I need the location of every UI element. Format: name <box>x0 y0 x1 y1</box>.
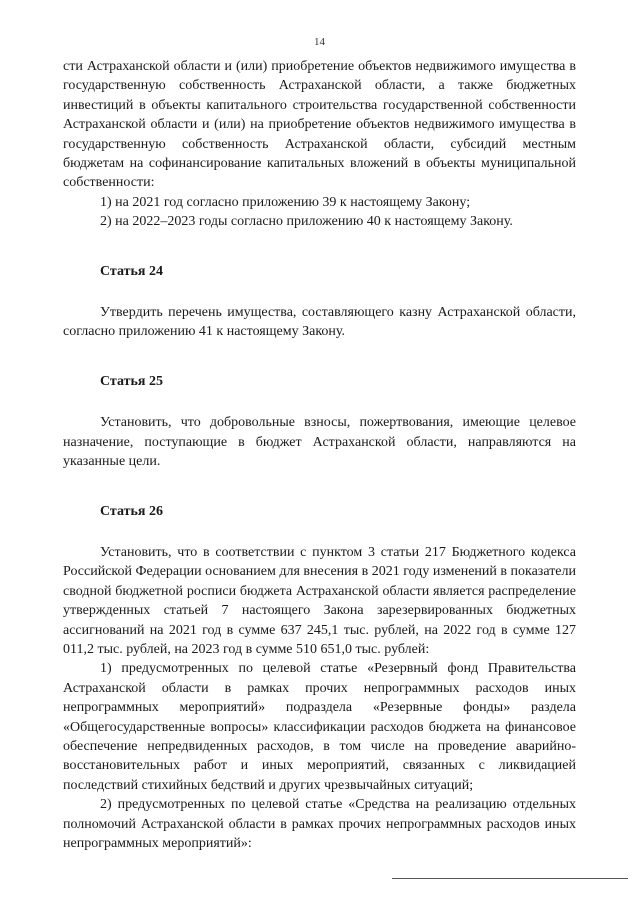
article-24-text: Утвердить перечень имущества, составляющего казну Астраханской области, согласно приложению 41 к настоящему Закону. <box>63 305 576 340</box>
document-body <box>63 57 576 853</box>
intro-item-1: 1) на 2021 год согласно приложению 39 к настоящему Закону; <box>100 194 471 210</box>
article-26-title: Статья 26 <box>100 503 163 519</box>
article-26-text: Установить, что в соответствии с пунктом 3 статьи 217 Бюджетного кодекса Российской Федерации основанием для внесения в 2021 году изменений в показатели сводной бюджетной росписи бюджета Астраханской области является распределение утвержденных статьей 7 настоящего Закона зарезервированных бюджетных ассигнований на 2021 год в сумме 637 245,1 тыс. рублей, на 2022 год в сумме 127 011,2 тыс. рублей, на 2023 год в сумме 510 651,0 тыс. рублей: <box>63 544 577 657</box>
intro-paragraph: сти Астраханской области и (или) приобретение объектов недвижимого имущества в государственную собственность Астраханской области, а также бюджетных инвестиций в объекты капитального строительства государственной собственности Астраханской области и (или) на приобретение объектов недвижимого имущества в государственную собственность Астраханской области, субсидий местным бюджетам на софинансирование капитальных вложений в объекты муниципальной собственности: <box>63 59 576 191</box>
article-24-title: Статья 24 <box>100 263 163 279</box>
page-number: 14 <box>314 36 325 48</box>
article-26-item-2: 2) предусмотренных по целевой статье «Средства на реализацию отдельных полномочий Астраханской области в рамках прочих непрограммных расходов иных непрограммных мероприятий»: <box>63 797 576 851</box>
article-25-title: Статья 25 <box>100 373 163 389</box>
article-26-item-1: 1) предусмотренных по целевой статье «Резервный фонд Правительства Астраханской области в рамках прочих непрограммных расходов иных непрограммных мероприятий» подраздела «Резервные фонды» раздела «Общегосударственные вопросы» классификации расходов бюджета на финансовое обеспечение непредвиденных расходов, в том числе на проведение аварийно-восстановительных работ и иных мероприятий, связанных с ликвидацией последствий стихийных бедствий и других чрезвычайных ситуаций; <box>63 661 576 793</box>
scan-edge-line <box>392 878 628 879</box>
article-25-text: Установить, что добровольные взносы, пожертвования, имеющие целевое назначение, поступающие в бюджет Астраханской области, направляются на указанные цели. <box>63 415 576 470</box>
intro-item-2: 2) на 2022–2023 годы согласно приложению 40 к настоящему Закону. <box>100 214 513 230</box>
